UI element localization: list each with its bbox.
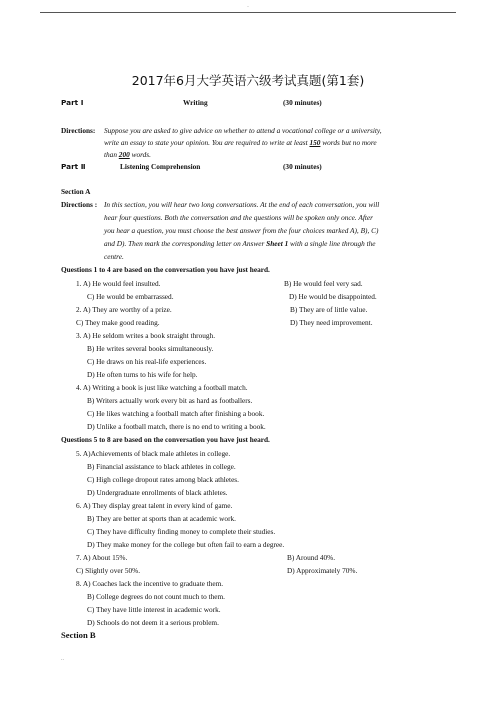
question-group-1: Questions 1 to 4 are based on the conversation you have just heard. bbox=[61, 265, 270, 274]
directions2-line4-text: and D). Then mark the corresponding letter on Answer bbox=[104, 239, 267, 248]
directions1-line2-tail: words but no more bbox=[320, 138, 377, 147]
part1-name: Writing bbox=[183, 98, 208, 107]
max-words: 200 bbox=[118, 150, 130, 159]
directions1-line3-text: than bbox=[104, 150, 119, 159]
q2-option-b: B) They are of little value. bbox=[290, 305, 368, 314]
q2-option-a: 2. A) They are worthy of a prize. bbox=[76, 305, 172, 314]
header-rule bbox=[40, 12, 456, 13]
directions2-line2: hear four questions. Both the conversation and the questions will be spoken only once. After bbox=[104, 213, 374, 222]
header-mark: . bbox=[247, 3, 249, 9]
q4-option-c: C) He likes watching a football match after finishing a book. bbox=[87, 409, 265, 418]
q8-option-c: C) They have little interest in academic work. bbox=[87, 605, 221, 614]
directions1-line3-tail: words. bbox=[129, 150, 151, 159]
q1-option-b: B) He would feel very sad. bbox=[284, 279, 363, 288]
directions1-label: Directions: bbox=[61, 126, 96, 135]
directions1-line2 bbox=[104, 139, 377, 146]
directions2-line3: you hear a question, you must choose the best answer from the four choices marked A), B), C) bbox=[104, 226, 379, 235]
q6-option-a: 6. A) They display great talent in every kind of game. bbox=[76, 501, 233, 510]
q5-option-c: C) High college dropout rates among black athletes. bbox=[87, 475, 239, 484]
q7-option-a: 7. A) About 15%. bbox=[76, 553, 128, 562]
q6-option-b: B) They are better at sports than at academic work. bbox=[87, 514, 236, 523]
directions2-line4-tail: with a single line through the bbox=[288, 239, 376, 248]
directions2-line1: In this section, you will hear two long conversations. At the end of each conversation, you will bbox=[104, 200, 380, 209]
min-words: 150 bbox=[309, 138, 321, 147]
footer-mark: .. bbox=[61, 656, 64, 662]
q7-option-b: B) Around 40%. bbox=[287, 553, 336, 562]
directions2-line4 bbox=[104, 240, 376, 247]
q8-option-a: 8. A) Coaches lack the incentive to graduate them. bbox=[76, 579, 224, 588]
page-title: 2017年6月大学英语六级考试真题(第1套) bbox=[131, 73, 365, 88]
answer-sheet-ref: Sheet 1 bbox=[266, 239, 289, 248]
part2-time: (30 minutes) bbox=[283, 162, 322, 171]
directions1-line1: Suppose you are asked to give advice on whether to attend a vocational college or a university, bbox=[104, 126, 382, 135]
q1-option-c: C) He would be embarrassed. bbox=[87, 292, 174, 301]
part1-label: Part Ⅰ bbox=[61, 98, 84, 107]
q4-option-a: 4. A) Writing a book is just like watching a football match. bbox=[76, 383, 248, 392]
q4-option-d: D) Unlike a football match, there is no end to writing a book. bbox=[87, 422, 266, 431]
question-group-2: Questions 5 to 8 are based on the conversation you have just heard. bbox=[61, 435, 270, 444]
q2-option-d: D) They need improvement. bbox=[290, 318, 373, 327]
directions2-label: Directions : bbox=[61, 200, 98, 209]
q4-option-b: B) Writers actually work every bit as hard as footballers. bbox=[87, 396, 253, 405]
part2-label: Part Ⅱ bbox=[61, 162, 86, 171]
q2-option-c: C) They make good reading. bbox=[76, 318, 160, 327]
section-b-title: Section B bbox=[61, 630, 96, 640]
directions1-line3 bbox=[104, 151, 151, 158]
directions2-line5: centre. bbox=[104, 252, 124, 261]
q1-option-a: 1. A) He would feel insulted. bbox=[76, 279, 161, 288]
q3-option-d: D) He often turns to his wife for help. bbox=[87, 370, 198, 379]
part2-name: Listening Comprehension bbox=[120, 162, 201, 171]
q7-option-d: D) Approximately 70%. bbox=[287, 566, 358, 575]
q6-option-c: C) They have difficulty finding money to complete their studies. bbox=[87, 527, 276, 536]
q5-option-b: B) Financial assistance to black athletes in college. bbox=[87, 462, 236, 471]
q8-option-d: D) Schools do not deem it a serious problem. bbox=[87, 618, 219, 627]
q5-option-d: D) Undergraduate enrollments of black athletes. bbox=[87, 488, 228, 497]
directions1-line2-text: write an essay to state your opinion. You are required to write at least bbox=[104, 138, 310, 147]
section-a-title: Section A bbox=[61, 187, 91, 196]
q1-option-d: D) He would be disappointed. bbox=[289, 292, 377, 301]
q7-option-c: C) Slightly over 50%. bbox=[76, 566, 141, 575]
q3-option-a: 3. A) He seldom writes a book straight through. bbox=[76, 331, 216, 340]
q3-option-c: C) He draws on his real-life experiences. bbox=[87, 357, 207, 366]
q8-option-b: B) College degrees do not count much to them. bbox=[87, 592, 226, 601]
q5-option-a: 5. A)Achievements of black male athletes in college. bbox=[76, 449, 231, 458]
q3-option-b: B) He writes several books simultaneously. bbox=[87, 344, 214, 353]
q6-option-d: D) They make money for the college but often fail to earn a degree. bbox=[87, 540, 285, 549]
part1-time: (30 minutes) bbox=[283, 98, 322, 107]
